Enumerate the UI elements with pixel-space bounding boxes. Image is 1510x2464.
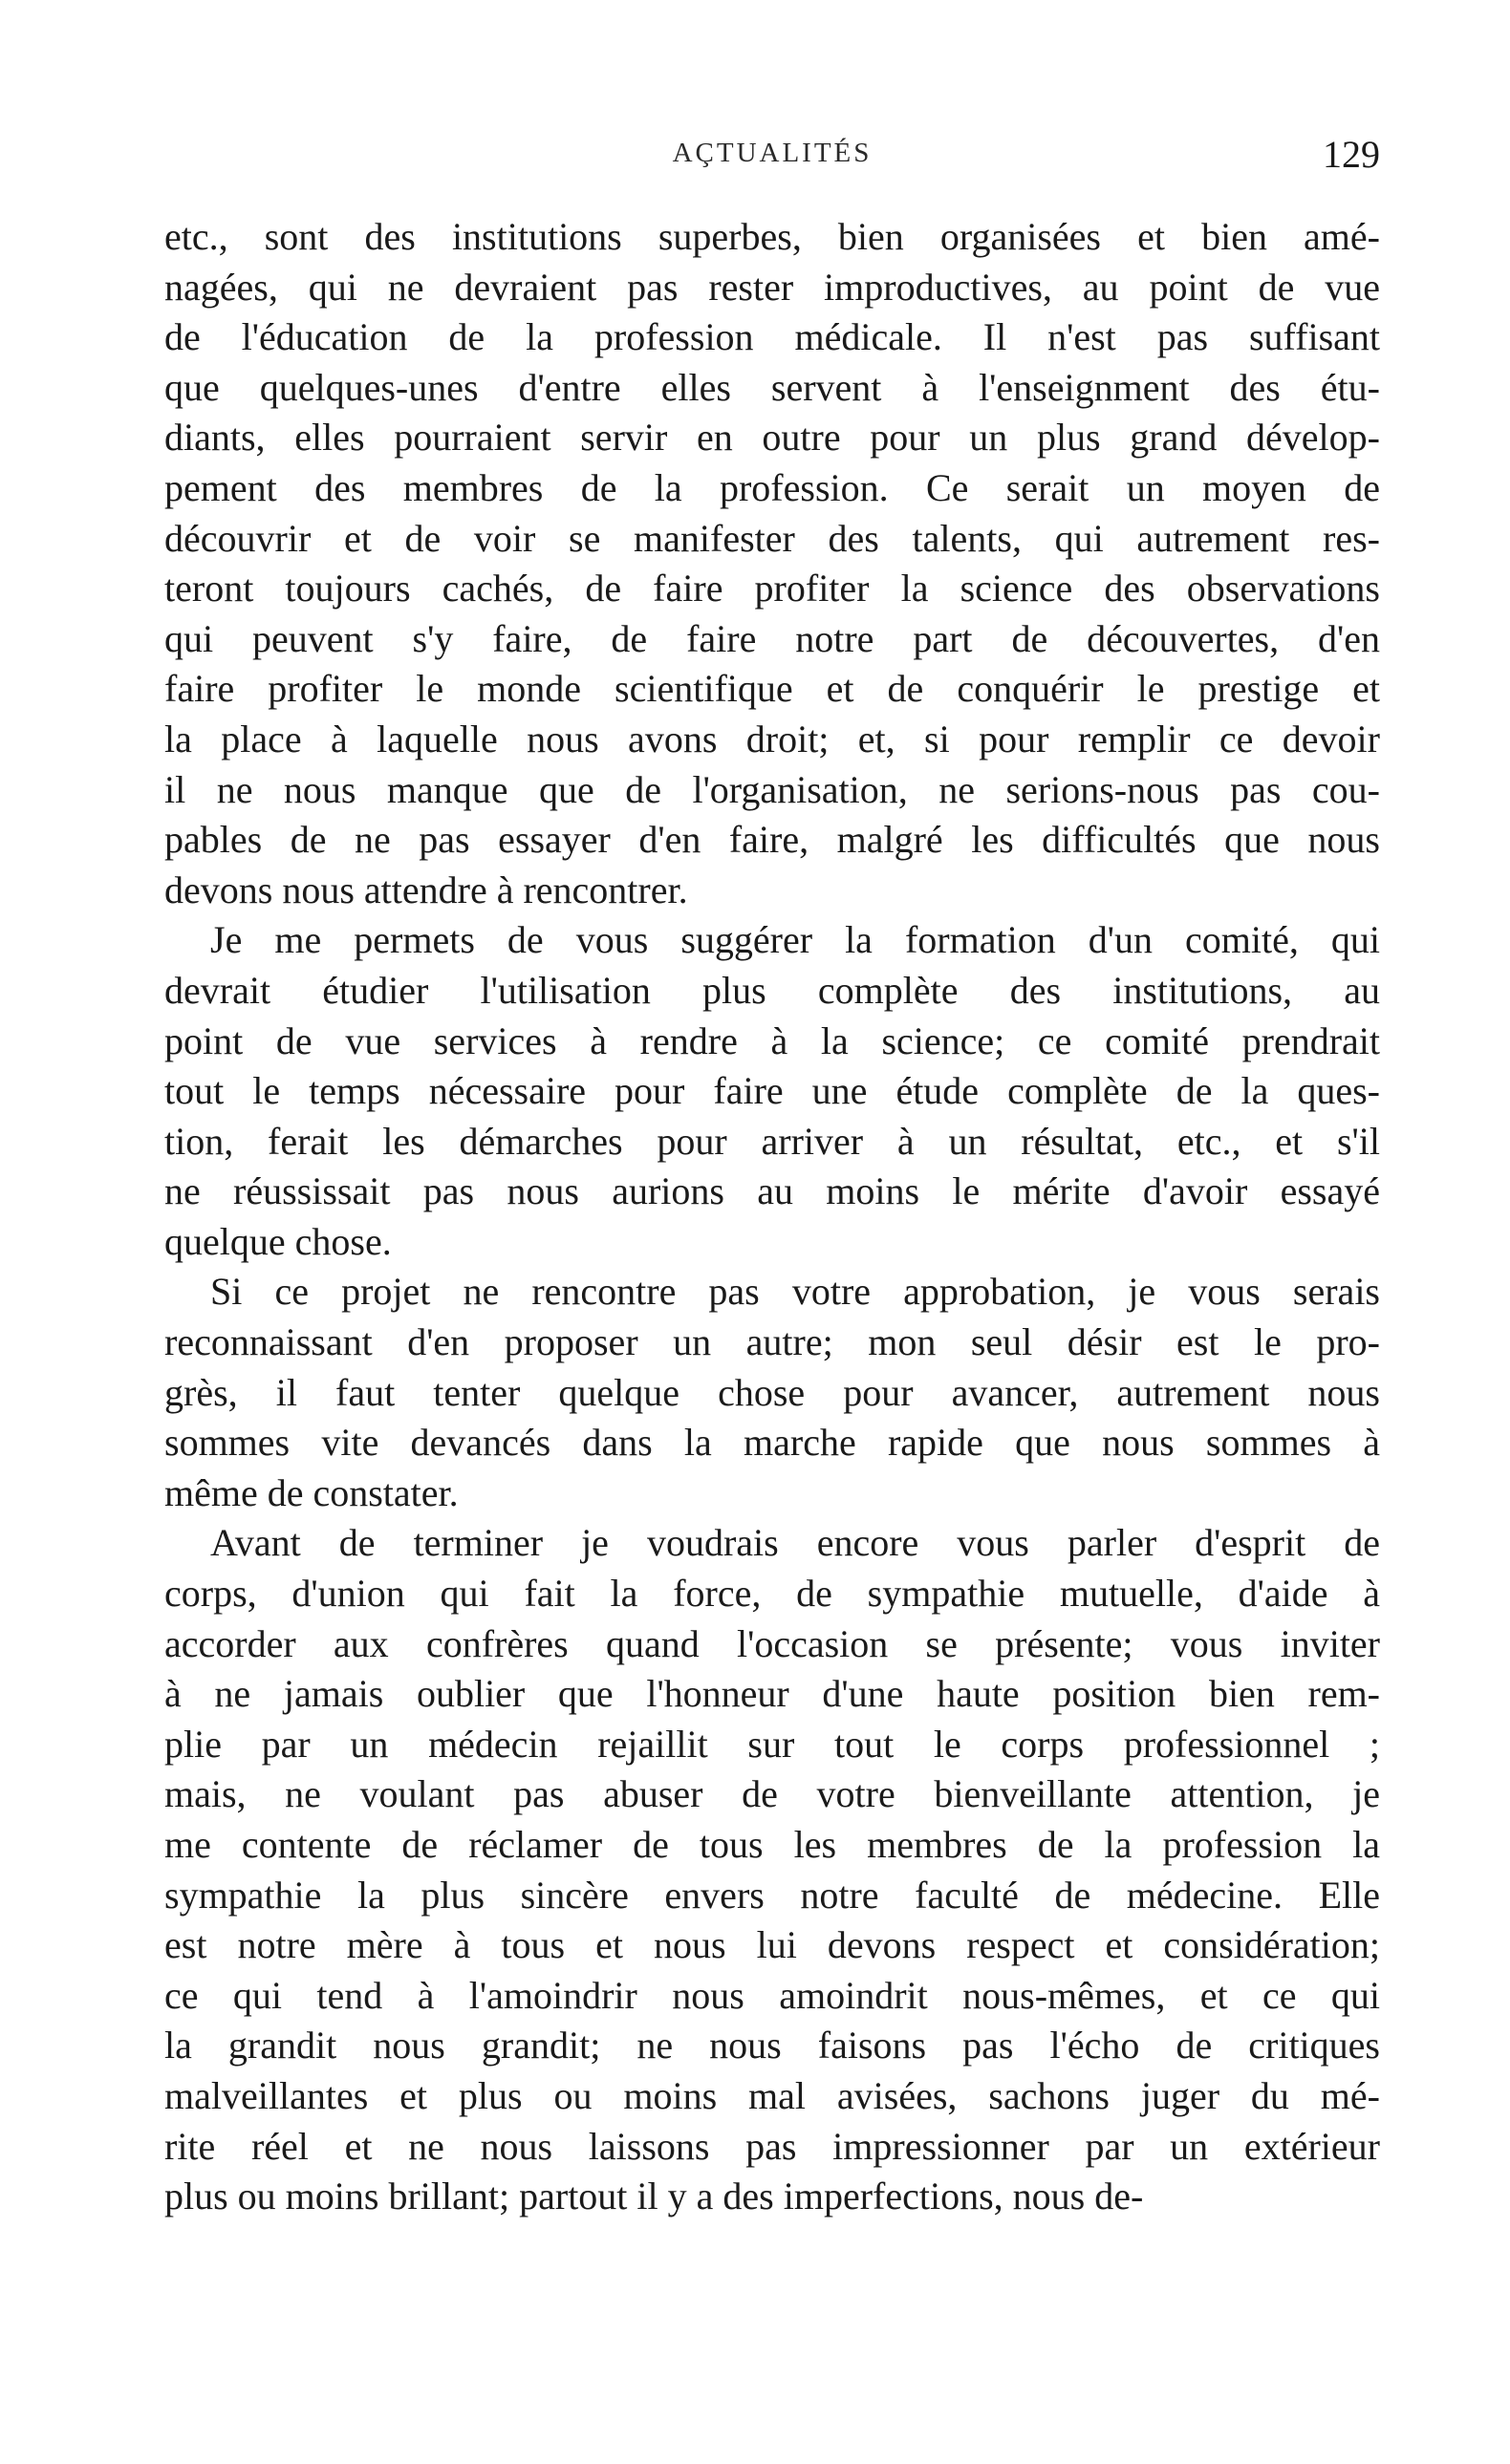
text-line: me contente de réclamer de tous les membres de la profession la [164, 1823, 1380, 1866]
text-line: corps, d'union qui fait la force, de sympathie mutuelle, d'aide à [164, 1572, 1380, 1616]
text-line: Si ce projet ne rencontre pas votre approbation, je vous serais [210, 1270, 1380, 1314]
text-line: à ne jamais oublier que l'honneur d'une haute position bien rem- [164, 1672, 1380, 1716]
text-line: mais, ne voulant pas abuser de votre bienveillante attention, je [164, 1772, 1380, 1816]
paragraph [164, 1267, 1380, 1518]
text-line: ce qui tend à l'amoindrir nous amoindrit nous-mêmes, et ce qui [164, 1973, 1380, 2017]
text-line: pables de ne pas essayer d'en faire, malgré les difficultés que nous [164, 818, 1380, 862]
text-line: devons nous attendre à rencontrer. [164, 868, 688, 911]
text-line: sommes vite devancés dans la marche rapide que nous sommes à [164, 1421, 1380, 1465]
text-line: ne réussissait pas nous aurions au moins le mérite d'avoir essayé [164, 1169, 1380, 1213]
text-line: devrait étudier l'utilisation plus complète des institutions, au [164, 968, 1380, 1012]
text-line: quelque chose. [164, 1219, 392, 1263]
text-line: tout le temps nécessaire pour faire une étude complète de la ques- [164, 1069, 1380, 1113]
text-line: etc., sont des institutions superbes, bien organisées et bien amé- [164, 215, 1380, 258]
text-line: qui peuvent s'y faire, de faire notre part de découvertes, d'en [164, 616, 1380, 660]
text-line: rite réel et ne nous laissons pas impressionner par un extérieur [164, 2124, 1380, 2168]
text-line: malveillantes et plus ou moins mal avisées, sachons juger du mé- [164, 2073, 1380, 2117]
page-number: 129 [1323, 133, 1380, 176]
running-title: AÇTUALITÉS [672, 138, 873, 168]
text-line: de l'éducation de la profession médicale. Il n'est pas suffisant [164, 315, 1380, 359]
running-header [164, 132, 1380, 174]
text-line: même de constater. [164, 1470, 459, 1514]
text-line: reconnaissant d'en proposer un autre; mon seul désir est le pro- [164, 1320, 1380, 1364]
paragraph [164, 212, 1380, 915]
text-line: nagées, qui ne devraient pas rester improductives, au point de vue [164, 265, 1380, 309]
body-text [164, 212, 1380, 2222]
paragraph [164, 1518, 1380, 2221]
text-line: est notre mère à tous et nous lui devons respect et considération; [164, 1923, 1380, 1967]
text-line: point de vue services à rendre à la science; ce comité prendrait [164, 1018, 1380, 1062]
text-line: il ne nous manque que de l'organisation, ne serions-nous pas cou- [164, 767, 1380, 811]
text-line: plie par un médecin rejaillit sur tout le corps professionnel ; [164, 1722, 1380, 1766]
text-line: diants, elles pourraient servir en outre pour un plus grand dévelop- [164, 416, 1380, 460]
text-line: plus ou moins brillant; partout il y a des imperfections, nous de- [164, 2175, 1144, 2218]
paragraph [164, 915, 1380, 1267]
text-line: sympathie la plus sincère envers notre faculté de médecine. Elle [164, 1873, 1380, 1917]
text-line: la place à laquelle nous avons droit; et, si pour remplir ce devoir [164, 717, 1380, 761]
text-line: pement des membres de la profession. Ce serait un moyen de [164, 465, 1380, 509]
text-line: tion, ferait les démarches pour arriver à un résultat, etc., et s'il [164, 1119, 1380, 1163]
text-line: Je me permets de vous suggérer la formation d'un comité, qui [210, 918, 1380, 962]
text-line: la grandit nous grandit; ne nous faisons pas l'écho de critiques [164, 2024, 1380, 2068]
text-line: teront toujours cachés, de faire profiter la science des observations [164, 567, 1380, 611]
text-line: découvrir et de voir se manifester des talents, qui autrement res- [164, 516, 1380, 560]
text-line: faire profiter le monde scientifique et de conquérir le prestige et [164, 667, 1380, 711]
text-line: que quelques-unes d'entre elles servent à l'enseignment des étu- [164, 365, 1380, 409]
text-line: grès, il faut tenter quelque chose pour avancer, autrement nous [164, 1370, 1380, 1414]
text-line: accorder aux confrères quand l'occasion se présente; vous inviter [164, 1621, 1380, 1665]
text-line: Avant de terminer je voudrais encore vous parler d'esprit de [210, 1521, 1380, 1565]
